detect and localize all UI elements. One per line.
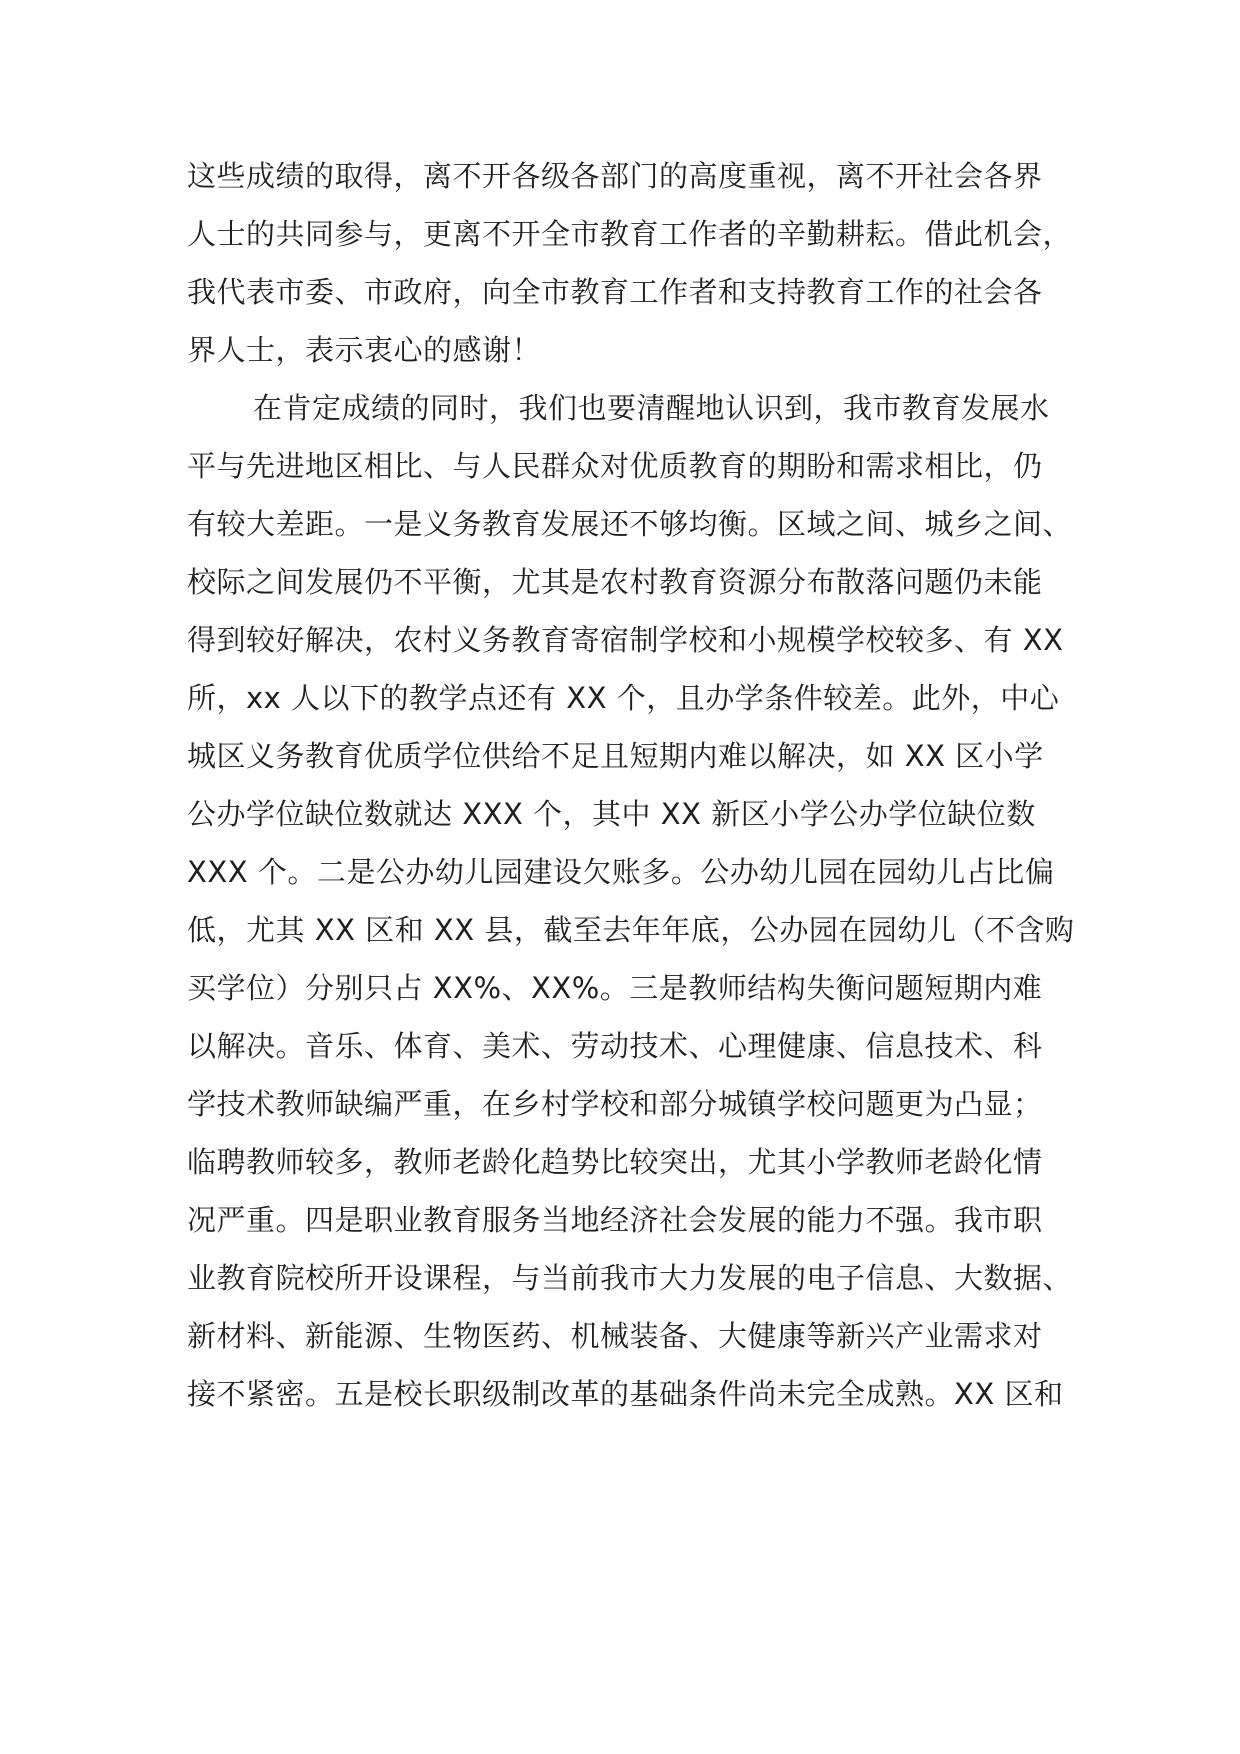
paragraph-first-line: 在肯定成绩的同时，我们也要清醒地认识到，我市教育发展水 bbox=[253, 391, 1050, 425]
text-line: XXX 个。二是公办幼儿园建设欠账多。公办幼儿园在园幼儿占比偏 bbox=[187, 855, 1055, 889]
text-line: 校际之间发展仍不平衡，尤其是农村教育资源分布散落问题仍未能 bbox=[187, 565, 1043, 599]
text-line: 城区义务教育优质学位供给不足且短期内难以解决，如 XX 区小学 bbox=[187, 739, 1044, 773]
text-line: 所，xx 人以下的教学点还有 XX 个，且办学条件较差。此外，中心 bbox=[187, 681, 1060, 715]
text-line: 接不紧密。五是校长职级制改革的基础条件尚未完全成熟。XX 区和 bbox=[187, 1377, 1064, 1411]
text-line: 得到较好解决，农村义务教育寄宿制学校和小规模学校较多、有 XX bbox=[187, 623, 1064, 657]
text-line: 业教育院校所开设课程，与当前我市大力发展的电子信息、大数据、 bbox=[187, 1261, 1073, 1295]
text-line: 学技术教师缺编严重，在乡村学校和部分城镇学校问题更为凸显； bbox=[187, 1087, 1043, 1121]
text-line: 临聘教师较多，教师老龄化趋势比较突出，尤其小学教师老龄化情 bbox=[187, 1145, 1043, 1179]
text-line: 有较大差距。一是义务教育发展还不够均衡。区域之间、城乡之间、 bbox=[187, 507, 1073, 541]
text-line: 我代表市委、市政府，向全市教育工作者和支持教育工作的社会各 bbox=[187, 275, 1043, 309]
text-line: 平与先进地区相比、与人民群众对优质教育的期盼和需求相比，仍 bbox=[187, 449, 1043, 483]
text-line: 这些成绩的取得，离不开各级各部门的高度重视，离不开社会各界 bbox=[187, 159, 1043, 193]
text-line: 况严重。四是职业教育服务当地经济社会发展的能力不强。我市职 bbox=[187, 1203, 1043, 1237]
text-line: 买学位）分别只占 XX%、XX%。三是教师结构失衡问题短期内难 bbox=[187, 971, 1043, 1005]
text-line: 界人士，表示衷心的感谢！ bbox=[187, 333, 542, 367]
text-line: 人士的共同参与，更离不开全市教育工作者的辛勤耕耘。借此机会， bbox=[187, 217, 1073, 251]
text-line: 新材料、新能源、生物医药、机械装备、大健康等新兴产业需求对 bbox=[187, 1319, 1043, 1353]
text-line: 以解决。音乐、体育、美术、劳动技术、心理健康、信息技术、科 bbox=[187, 1029, 1043, 1063]
text-line: 公办学位缺位数就达 XXX 个，其中 XX 新区小学公办学位缺位数 bbox=[187, 797, 1036, 831]
text-line: 低，尤其 XX 区和 XX 县，截至去年年底，公办园在园幼儿（不含购 bbox=[187, 913, 1075, 947]
